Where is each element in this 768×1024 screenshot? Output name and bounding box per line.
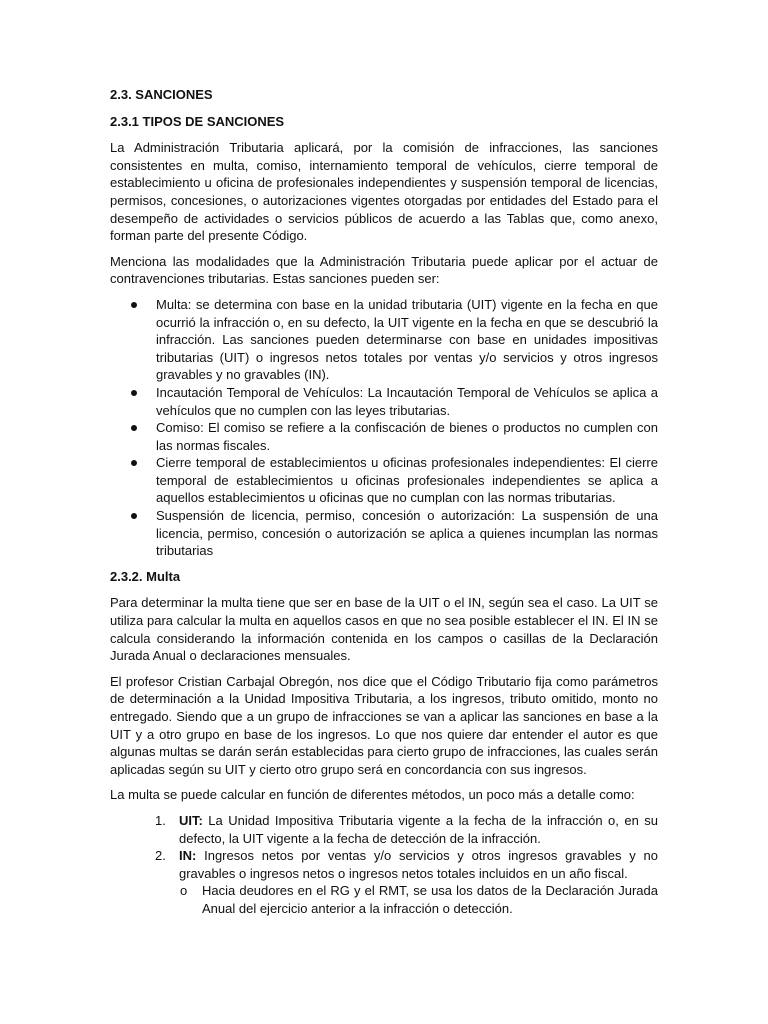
sublist-item-text: Hacia deudores en el RG y el RMT, se usa los datos de la Declaración Jurada Anual del ejercicio anterior a la infracción o detección. <box>202 883 658 916</box>
bullet-icon <box>131 460 137 466</box>
method-number: 1. <box>155 812 166 828</box>
method-number: 2. <box>155 848 166 864</box>
sublist-item <box>110 882 658 917</box>
list-item-text: Suspensión de licencia, permiso, concesión o autorización: La suspensión de una licencia, permiso, concesión o autorización se aplica a quienes incumplan las normas tributarias <box>156 508 658 559</box>
list-item <box>110 454 658 507</box>
bullet-icon <box>131 425 137 431</box>
list-item-text: Cierre temporal de establecimientos u oficinas profesionales independientes: El cierre temporal de establecimientos u oficinas profesionales independientes se aplica a aquellos establecimientos u oficinas que no cumplan con las normas tributarias. <box>156 455 658 506</box>
paragraph-determinar-multa: Para determinar la multa tiene que ser en base de la UIT o el IN, según sea el caso. La UIT se utiliza para calcular la multa en aquellos casos en que no sea posible establecer el IN. El IN se calcula considerando la información contenida en los campos o casillas de la Declaración Jurada Anual o declaraciones mensuales. <box>110 595 658 664</box>
circle-bullet-icon: o <box>180 883 188 899</box>
document-body <box>110 86 658 918</box>
list-item-text: Incautación Temporal de Vehículos: La Incautación Temporal de Vehículos se aplica a vehículos que no cumplen con las leyes tributarias. <box>156 384 658 418</box>
list-item <box>110 384 658 419</box>
method-term: IN: <box>179 848 197 864</box>
list-item-text: Comiso: El comiso se refiere a la confiscación de bienes o productos no cumplen con las normas fiscales. <box>156 420 658 453</box>
list-item-text: Multa: se determina con base en la unidad tributaria (UIT) vigente en la fecha en que ocurrió la infracción o, en su defecto, la UIT vigente en la fecha en que se descubrió la infracción. Las sanciones pueden determinarse con base en unidades impositivas tributarias (UIT) o ingresos netos totales por ventas y/o servicios y otros ingresos gravables y no gravables (IN). <box>156 296 658 383</box>
method-term: UIT: <box>179 812 203 828</box>
bullet-icon <box>131 302 137 308</box>
list-item <box>110 507 658 560</box>
paragraph-metodos: La multa se puede calcular en función de diferentes métodos, un poco más a detalle como: <box>110 787 635 803</box>
paragraph-modalidades: Menciona las modalidades que la Administración Tributaria puede aplicar por el actuar de contravenciones tributarias. Estas sanciones pueden ser: <box>110 253 658 287</box>
bullet-icon <box>131 513 137 519</box>
method-sublist <box>110 882 658 917</box>
paragraph-administracion: La Administración Tributaria aplicará, por la comisión de infracciones, las sanciones consistentes en multa, comiso, internamiento temporal de vehículos, cierre temporal de establecimiento u oficina de profesionales independientes y suspensión temporal de licencias, permisos, concesiones, o autorizaciones vigentes otorgadas por entidades del Estado para el desempeño de actividades o servicios públicos de acuerdo a las Tablas que, como anexo, forman parte del presente Código. <box>110 140 658 244</box>
section-heading-sanciones: 2.3. SANCIONES <box>110 87 213 102</box>
method-text: Ingresos netos por ventas y/o servicios y otros ingresos gravables y no gravables o ingresos netos o ingresos netos totales incluidos en un año fiscal. <box>179 848 658 881</box>
method-item <box>110 847 658 882</box>
methods-list <box>110 812 658 882</box>
bullet-icon <box>131 390 137 396</box>
paragraph-profesor: El profesor Cristian Carbajal Obregón, nos dice que el Código Tributario fija como parámetros de determinación a la Unidad Impositiva Tributaria, a los ingresos, tributo omitido, monto no entregado. Siendo que a un grupo de infracciones se van a aplicar las sanciones en base a la UIT y a otro grupo en base de los ingresos. Lo que nos quiere dar entender el autor es que algunas multas se darán serán establecidas para cierto grupo de infracciones, las cuales serán aplicadas según su UIT y cierto otro grupo será en concordancia con sus ingresos. <box>110 673 658 777</box>
method-text: La Unidad Impositiva Tributaria vigente a la fecha de la infracción o, en su defecto, la UIT vigente a la fecha de detección de la infracción. <box>179 812 658 846</box>
sanctions-list <box>110 296 658 560</box>
list-item <box>110 419 658 454</box>
section-heading-multa: 2.3.2. Multa <box>110 568 181 584</box>
section-heading-tipos: 2.3.1 TIPOS DE SANCIONES <box>110 113 285 129</box>
method-item <box>110 812 658 847</box>
list-item <box>110 296 658 384</box>
